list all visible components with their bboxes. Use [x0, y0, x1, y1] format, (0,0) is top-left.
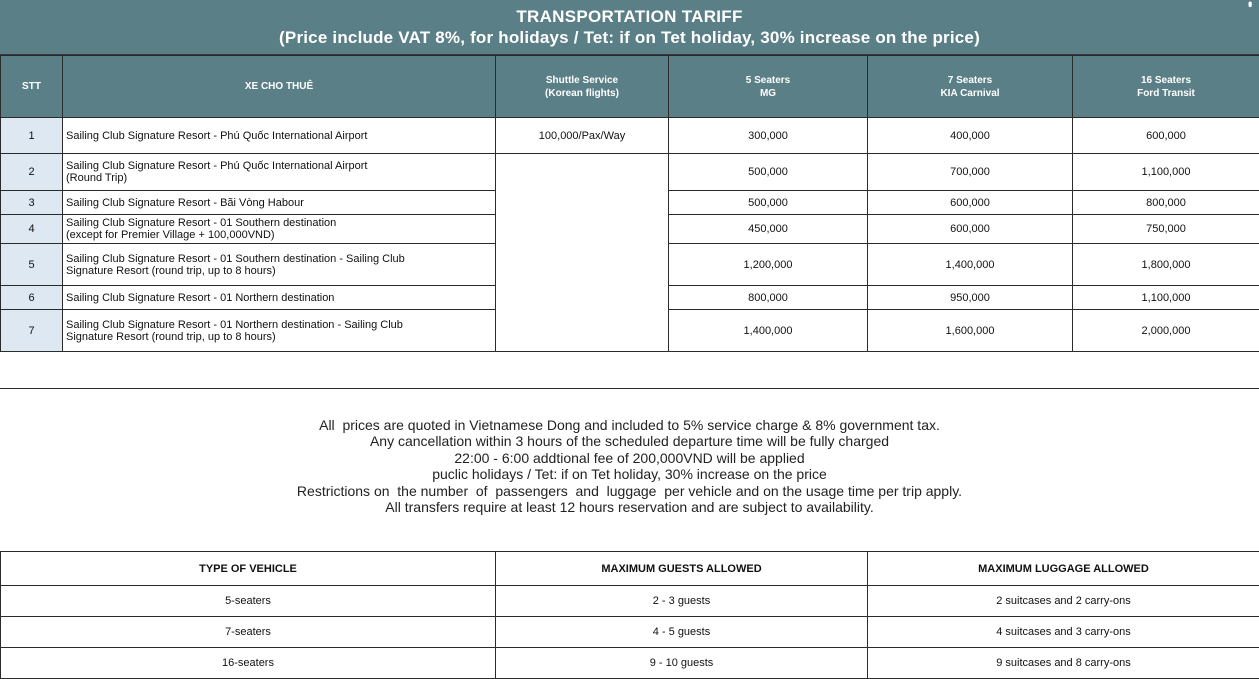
price-16-seaters: 600,000: [1073, 118, 1259, 154]
tariff-table: [0, 55, 1259, 352]
terms-notes: [0, 417, 1259, 515]
price-7-seaters: 400,000: [868, 118, 1073, 154]
col-header-5-seaters-line1: 5 Seaters: [745, 74, 791, 86]
note-line: Any cancellation within 3 hours of the scheduled departure time will be fully charged: [369, 433, 890, 450]
tariff-row: [1, 154, 1259, 191]
price-16-seaters: 1,100,000: [1073, 286, 1259, 310]
tariff-banner: [0, 0, 1259, 55]
price-5-seaters: 300,000: [669, 118, 868, 154]
col-header-route: XE CHO THUÊ: [63, 56, 496, 118]
note-line: 22:00 - 6:00 addtional fee of 200,000VND will be applied: [454, 449, 805, 466]
col-header-max-guests: MAXIMUM GUESTS ALLOWED: [496, 552, 868, 586]
row-route: [63, 118, 496, 154]
price-16-seaters: 800,000: [1073, 191, 1259, 215]
route-line1: Sailing Club Signature Resort - 01 Southern destination: [66, 217, 337, 229]
price-5-seaters: 500,000: [669, 191, 868, 215]
row-stt: 5: [1, 244, 63, 286]
row-stt: 4: [1, 215, 63, 244]
route-line1: Sailing Club Signature Resort - Bãi Vòng Habour: [66, 196, 304, 209]
row-stt: 6: [1, 286, 63, 310]
price-16-seaters: 2,000,000: [1073, 310, 1259, 352]
col-header-7-seaters-line2: KIA Carnival: [940, 87, 1000, 99]
vehicle-row: [1, 617, 1259, 648]
tariff-header-row: [1, 56, 1259, 118]
route-line1: Sailing Club Signature Resort - Phú Quốc International Airport: [66, 129, 368, 142]
route-line2: Signature Resort (round trip, up to 8 hours): [66, 264, 276, 277]
price-5-seaters: 500,000: [669, 154, 868, 191]
route-line1: Sailing Club Signature Resort - 01 Northern destination - Sailing Club: [66, 318, 403, 331]
section-divider: [0, 388, 1259, 389]
row-route: [63, 154, 496, 191]
col-header-7-seaters: [868, 56, 1073, 118]
price-7-seaters: 1,600,000: [868, 310, 1073, 352]
price-7-seaters: 600,000: [868, 191, 1073, 215]
route-line1: Sailing Club Signature Resort - 01 Southern destination - Sailing Club: [66, 252, 405, 265]
vehicle-row: [1, 648, 1259, 679]
col-header-5-seaters: [669, 56, 868, 118]
row-route: [63, 310, 496, 352]
vehicle-header-row: [1, 552, 1259, 586]
vehicle-luggage: 9 suitcases and 8 carry-ons: [868, 648, 1259, 679]
price-5-seaters: 1,400,000: [669, 310, 868, 352]
col-header-max-luggage: MAXIMUM LUGGAGE ALLOWED: [868, 552, 1259, 586]
price-5-seaters: 1,200,000: [669, 244, 868, 286]
vehicle-luggage: 4 suitcases and 3 carry-ons: [868, 617, 1259, 648]
route-line2: Signature Resort (round trip, up to 8 hours): [66, 330, 276, 343]
row-stt: 7: [1, 310, 63, 352]
price-16-seaters: 1,800,000: [1073, 244, 1259, 286]
route-line1: Sailing Club Signature Resort - Phú Quốc International Airport: [66, 160, 368, 172]
col-header-vehicle-type: TYPE OF VEHICLE: [1, 552, 496, 586]
vehicle-type: 16-seaters: [1, 648, 496, 679]
vehicle-type: 7-seaters: [1, 617, 496, 648]
vehicle-guests: 2 - 3 guests: [496, 586, 868, 617]
col-header-7-seaters-line1: 7 Seaters: [947, 74, 993, 86]
price-7-seaters: 950,000: [868, 286, 1073, 310]
row-route: [63, 191, 496, 215]
col-header-stt: STT: [1, 56, 63, 118]
banner-title: TRANSPORTATION TARIFF: [516, 7, 743, 26]
price-7-seaters: 600,000: [868, 215, 1073, 244]
col-header-shuttle-line2: (Korean flights): [545, 87, 619, 99]
row-stt: 3: [1, 191, 63, 215]
vehicle-guests: 4 - 5 guests: [496, 617, 868, 648]
col-header-16-seaters-line1: 16 Seaters: [1140, 74, 1192, 86]
row-route: [63, 286, 496, 310]
vehicle-capacity-table: [0, 551, 1259, 679]
col-header-16-seaters: [1073, 56, 1259, 118]
vehicle-luggage: 2 suitcases and 2 carry-ons: [868, 586, 1259, 617]
note-line: All prices are quoted in Vietnamese Dong and included to 5% service charge & 8% government tax.: [319, 417, 940, 433]
note-line: All transfers require at least 12 hours reservation and are subject to availability.: [385, 499, 874, 516]
note-line: Restrictions on the number of passengers and luggage per vehicle and on the usage time per trip apply.: [296, 482, 963, 499]
row-stt: 1: [1, 118, 63, 154]
vehicle-type: 5-seaters: [1, 586, 496, 617]
row-stt: 2: [1, 154, 63, 191]
vehicle-guests: 9 - 10 guests: [496, 648, 868, 679]
route-line2: (except for Premier Village + 100,000VND): [66, 229, 275, 241]
col-header-16-seaters-line2: Ford Transit: [1137, 87, 1195, 99]
shuttle-price: 100,000/Pax/Way: [496, 118, 669, 154]
tariff-row: [1, 118, 1259, 154]
route-line2: (Round Trip): [66, 172, 128, 184]
route-line1: Sailing Club Signature Resort - 01 Northern destination: [66, 291, 335, 304]
banner-subtitle: (Price include VAT 8%, for holidays / Tet: if on Tet holiday, 30% increase on the price): [279, 28, 980, 47]
vehicle-row: [1, 586, 1259, 617]
price-5-seaters: 800,000: [669, 286, 868, 310]
row-route: [63, 244, 496, 286]
col-header-shuttle-line1: Shuttle Service: [545, 74, 619, 86]
more-vertical-icon[interactable]: •••: [1243, 1, 1257, 5]
shuttle-empty-cell: [496, 154, 669, 352]
price-16-seaters: 750,000: [1073, 215, 1259, 244]
price-5-seaters: 450,000: [669, 215, 868, 244]
price-7-seaters: 1,400,000: [868, 244, 1073, 286]
col-header-shuttle: [496, 56, 669, 118]
price-16-seaters: 1,100,000: [1073, 154, 1259, 191]
note-line: puclic holidays / Tet: if on Tet holiday, 30% increase on the price: [432, 466, 827, 483]
row-route: [63, 215, 496, 244]
price-7-seaters: 700,000: [868, 154, 1073, 191]
col-header-5-seaters-line2: MG: [759, 87, 777, 99]
